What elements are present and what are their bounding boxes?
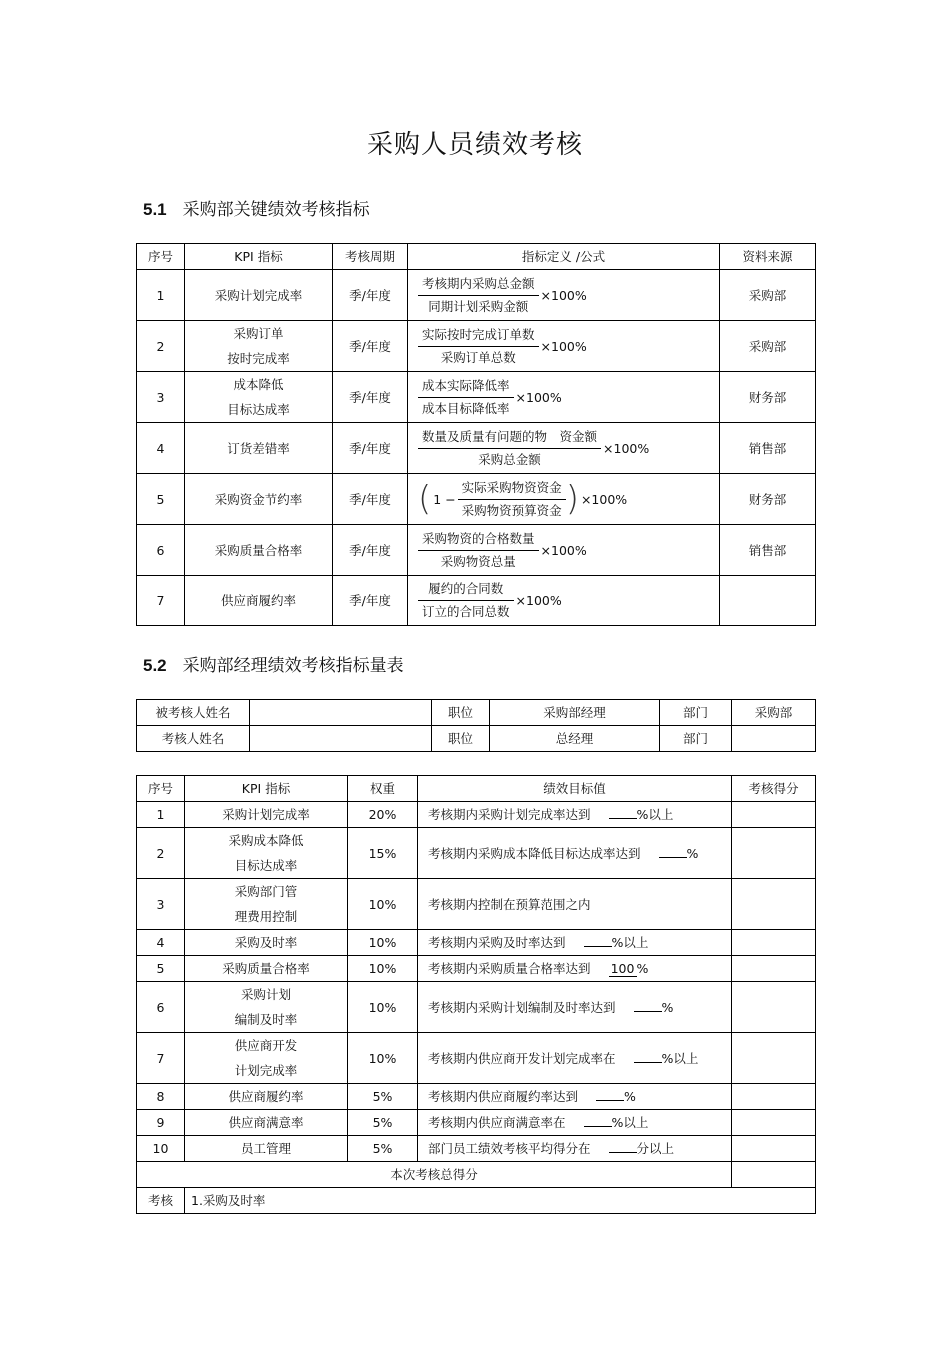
section-2-heading xyxy=(143,651,404,676)
formula xyxy=(408,525,720,576)
comment-label: 考核 xyxy=(137,1188,185,1214)
evaluator-name-value xyxy=(250,726,432,752)
target-text: 考核期内供应商满意率在 xyxy=(428,1115,566,1130)
data-source: 销售部 xyxy=(720,423,816,474)
paren-left: ( xyxy=(418,479,432,519)
kpi-name xyxy=(185,321,333,372)
kpi-row xyxy=(137,321,816,372)
header-cell: 指标定义 /公式 xyxy=(408,244,720,270)
formula xyxy=(408,576,720,626)
target-text: 考核期内控制在预算范围之内 xyxy=(428,896,591,912)
row-number: 3 xyxy=(137,372,185,423)
total-score-label: 本次考核总得分 xyxy=(137,1162,732,1188)
kpi-name-line: 采购部门管 xyxy=(234,884,298,899)
row-number: 3 xyxy=(137,879,185,930)
target-suffix: 分以上 xyxy=(636,1141,675,1156)
assessment-period: 季/年度 xyxy=(333,321,408,372)
fill-in-blank[interactable] xyxy=(659,857,687,858)
row-number: 7 xyxy=(137,1033,185,1084)
target-value xyxy=(418,1110,732,1136)
denominator: 采购总金额 xyxy=(478,451,541,467)
row-number: 5 xyxy=(137,474,185,525)
target-value xyxy=(418,982,732,1033)
score-row xyxy=(137,802,816,828)
numerator: 实际采购物资资金 xyxy=(458,479,566,500)
weight: 10% xyxy=(348,956,418,982)
multiplier: ×100% xyxy=(540,542,587,558)
formula xyxy=(408,474,720,525)
kpi-row xyxy=(137,525,816,576)
weight: 15% xyxy=(348,828,418,879)
info-row xyxy=(137,726,816,752)
denominator: 订立的合同总数 xyxy=(422,604,510,619)
row-number: 4 xyxy=(137,930,185,956)
score-row xyxy=(137,879,816,930)
target-value xyxy=(418,1136,732,1162)
score-row xyxy=(137,956,816,982)
data-source xyxy=(720,576,816,626)
data-source: 财务部 xyxy=(720,474,816,525)
kpi-name xyxy=(185,802,348,828)
kpi-row xyxy=(137,576,816,626)
manager-kpi-table xyxy=(136,775,816,1214)
evaluator-name-label: 考核人姓名 xyxy=(137,726,250,752)
header-cell: KPI 指标 xyxy=(185,244,333,270)
comment-text[interactable]: 1.采购及时率 xyxy=(185,1188,816,1214)
department-value: 采购部 xyxy=(732,700,816,726)
kpi-name-line: 采购计划 xyxy=(240,987,291,1002)
manager-kpi-table-header xyxy=(137,776,816,802)
row-number: 1 xyxy=(137,802,185,828)
row-number: 2 xyxy=(137,828,185,879)
denominator: 成本目标降低率 xyxy=(422,400,510,416)
kpi-name xyxy=(185,828,348,879)
fill-in-blank[interactable] xyxy=(584,1126,612,1127)
weight: 5% xyxy=(348,1136,418,1162)
evaluee-name-value xyxy=(250,700,432,726)
total-score-cell[interactable] xyxy=(732,1162,816,1188)
comment-row xyxy=(137,1188,816,1214)
weight: 10% xyxy=(348,930,418,956)
numerator: 数量及质量有问题的物 资金额 xyxy=(418,428,601,449)
fraction xyxy=(418,275,539,316)
score-cell[interactable] xyxy=(732,879,816,930)
target-suffix: %以上 xyxy=(661,1050,699,1066)
score-cell[interactable] xyxy=(732,930,816,956)
score-row xyxy=(137,1084,816,1110)
denominator: 同期计划采购金额 xyxy=(428,298,529,314)
target-text: 考核期内采购成本降低目标达成率达到 xyxy=(428,845,641,861)
score-row xyxy=(137,828,816,879)
kpi-name-line: 订货差错率 xyxy=(227,440,290,456)
section-1-heading xyxy=(143,195,370,220)
fill-in-blank[interactable] xyxy=(634,1011,662,1012)
fraction xyxy=(458,479,566,520)
denominator: 采购物资预算资金 xyxy=(461,502,562,518)
header-cell: 序号 xyxy=(137,244,185,270)
header-cell: 绩效目标值 xyxy=(418,776,732,802)
target-value xyxy=(418,1033,732,1084)
kpi-name-line: 供应商满意率 xyxy=(228,1115,304,1130)
row-number: 6 xyxy=(137,525,185,576)
formula xyxy=(408,270,720,321)
department-label: 部门 xyxy=(660,700,732,726)
denominator: 采购订单总数 xyxy=(440,349,516,365)
section-1-number: 5.1 xyxy=(143,200,167,219)
score-cell[interactable] xyxy=(732,802,816,828)
formula xyxy=(408,372,720,423)
kpi-name-line: 计划完成率 xyxy=(234,1063,298,1078)
score-cell[interactable] xyxy=(732,1084,816,1110)
kpi-row xyxy=(137,372,816,423)
formula xyxy=(408,321,720,372)
kpi-name-line: 员工管理 xyxy=(240,1141,291,1156)
row-number: 5 xyxy=(137,956,185,982)
target-value xyxy=(418,802,732,828)
kpi-row xyxy=(137,474,816,525)
data-source: 采购部 xyxy=(720,321,816,372)
target-suffix: % xyxy=(686,845,699,861)
data-source: 销售部 xyxy=(720,525,816,576)
numerator: 实际按时完成订单数 xyxy=(418,326,539,347)
row-number: 9 xyxy=(137,1110,185,1136)
kpi-name-line: 采购质量合格率 xyxy=(222,961,310,976)
kpi-name-line: 成本降低 xyxy=(233,377,284,392)
target-value xyxy=(418,956,732,982)
target-text: 考核期内采购计划完成率达到 xyxy=(428,807,591,822)
target-suffix: % xyxy=(661,999,674,1015)
assessment-period: 季/年度 xyxy=(333,474,408,525)
score-row xyxy=(137,930,816,956)
kpi-name-line: 理费用控制 xyxy=(234,909,298,924)
score-cell[interactable] xyxy=(732,956,816,982)
evaluee-info-table xyxy=(136,699,816,752)
kpi-name xyxy=(185,576,333,626)
fraction xyxy=(418,428,601,469)
score-cell[interactable] xyxy=(732,828,816,879)
header-cell: 序号 xyxy=(137,776,185,802)
kpi-name-line: 目标达成率 xyxy=(234,858,298,873)
kpi-table xyxy=(136,243,816,626)
paren-right: ) xyxy=(565,479,579,519)
assessment-period: 季/年度 xyxy=(333,423,408,474)
kpi-name-line: 采购质量合格率 xyxy=(214,542,303,558)
kpi-name-line: 目标达成率 xyxy=(227,402,290,417)
weight: 10% xyxy=(348,879,418,930)
assessment-period: 季/年度 xyxy=(333,525,408,576)
kpi-name-line: 供应商开发 xyxy=(234,1038,298,1053)
evaluee-name-label: 被考核人姓名 xyxy=(137,700,250,726)
score-cell[interactable] xyxy=(732,1033,816,1084)
section-1-title: 采购部关键绩效考核指标 xyxy=(182,200,370,220)
info-row xyxy=(137,700,816,726)
header-cell: 资料来源 xyxy=(720,244,816,270)
weight: 20% xyxy=(348,802,418,828)
fraction xyxy=(418,580,514,621)
target-value xyxy=(418,1084,732,1110)
target-value xyxy=(418,828,732,879)
score-row xyxy=(137,1136,816,1162)
multiplier: ×100% xyxy=(580,491,628,507)
kpi-name xyxy=(185,879,348,930)
target-suffix: % xyxy=(636,961,649,976)
weight: 5% xyxy=(348,1110,418,1136)
score-cell[interactable] xyxy=(732,982,816,1033)
kpi-name xyxy=(185,474,333,525)
kpi-name xyxy=(185,1136,348,1162)
kpi-name-line: 采购订单 xyxy=(233,326,284,341)
total-row xyxy=(137,1162,816,1188)
formula xyxy=(408,423,720,474)
multiplier: ×100% xyxy=(515,593,562,608)
fill-in-blank[interactable] xyxy=(596,1100,624,1101)
weight: 5% xyxy=(348,1084,418,1110)
kpi-table-header xyxy=(137,244,816,270)
formula-prefix: 1 − xyxy=(433,491,456,507)
target-value xyxy=(418,879,732,930)
assessment-period: 季/年度 xyxy=(333,270,408,321)
kpi-name-line: 采购成本降低 xyxy=(228,833,304,848)
kpi-name xyxy=(185,956,348,982)
data-source: 采购部 xyxy=(720,270,816,321)
kpi-name xyxy=(185,525,333,576)
kpi-name-line: 供应商履约率 xyxy=(220,593,296,608)
kpi-name xyxy=(185,423,333,474)
header-cell: 考核周期 xyxy=(333,244,408,270)
numerator: 考核期内采购总金额 xyxy=(418,275,539,296)
fraction xyxy=(418,530,539,571)
multiplier: ×100% xyxy=(603,440,650,456)
data-source: 财务部 xyxy=(720,372,816,423)
row-number: 7 xyxy=(137,576,185,626)
kpi-name-line: 按时完成率 xyxy=(227,351,290,366)
target-text: 考核期内采购及时率达到 xyxy=(428,935,566,950)
multiplier: ×100% xyxy=(540,287,587,303)
denominator: 采购物资总量 xyxy=(440,553,516,569)
kpi-name xyxy=(185,1084,348,1110)
score-cell[interactable] xyxy=(732,1136,816,1162)
assessment-period: 季/年度 xyxy=(333,576,408,626)
fraction xyxy=(418,377,514,418)
multiplier: ×100% xyxy=(515,389,562,405)
section-2-number: 5.2 xyxy=(143,656,167,675)
row-number: 2 xyxy=(137,321,185,372)
numerator: 履约的合同数 xyxy=(418,580,514,601)
fill-in-blank[interactable] xyxy=(609,818,637,819)
numerator: 采购物资的合格数量 xyxy=(418,530,539,551)
score-cell[interactable] xyxy=(732,1110,816,1136)
target-text: 部门员工绩效考核平均得分在 xyxy=(428,1141,591,1156)
row-number: 6 xyxy=(137,982,185,1033)
weight: 10% xyxy=(348,982,418,1033)
score-row xyxy=(137,1033,816,1084)
row-number: 10 xyxy=(137,1136,185,1162)
page-title: 采购人员绩效考核 xyxy=(366,130,583,160)
target-text: 考核期内供应商履约率达到 xyxy=(428,1089,579,1104)
header-cell: 权重 xyxy=(348,776,418,802)
kpi-row xyxy=(137,270,816,321)
kpi-name xyxy=(185,1033,348,1084)
kpi-name xyxy=(185,270,333,321)
target-text: 考核期内采购质量合格率达到 xyxy=(428,961,591,976)
kpi-name-line: 采购及时率 xyxy=(234,935,298,950)
position-value: 总经理 xyxy=(490,726,660,752)
target-suffix: %以上 xyxy=(611,1115,649,1130)
fill-in-blank[interactable]: 100 xyxy=(609,962,637,977)
department-label: 部门 xyxy=(660,726,732,752)
position-label: 职位 xyxy=(432,700,490,726)
kpi-name xyxy=(185,1110,348,1136)
kpi-name xyxy=(185,930,348,956)
target-text: 考核期内供应商开发计划完成率在 xyxy=(428,1050,616,1066)
score-row xyxy=(137,982,816,1033)
target-text: 考核期内采购计划编制及时率达到 xyxy=(428,999,616,1015)
kpi-name-line: 采购资金节约率 xyxy=(214,491,303,507)
header-cell: KPI 指标 xyxy=(185,776,348,802)
multiplier: ×100% xyxy=(540,338,587,354)
fill-in-blank[interactable] xyxy=(609,1152,637,1153)
numerator: 成本实际降低率 xyxy=(418,377,514,398)
score-row xyxy=(137,1110,816,1136)
department-value xyxy=(732,726,816,752)
row-number: 1 xyxy=(137,270,185,321)
target-suffix: % xyxy=(624,1089,636,1104)
kpi-name xyxy=(185,372,333,423)
target-suffix: %以上 xyxy=(611,935,649,950)
row-number: 4 xyxy=(137,423,185,474)
kpi-name-line: 供应商履约率 xyxy=(228,1089,304,1104)
target-suffix: %以上 xyxy=(636,807,674,822)
kpi-name-line: 采购计划完成率 xyxy=(214,287,303,303)
fill-in-blank[interactable] xyxy=(634,1062,662,1063)
kpi-row xyxy=(137,423,816,474)
position-value: 采购部经理 xyxy=(490,700,660,726)
header-cell: 考核得分 xyxy=(732,776,816,802)
kpi-name xyxy=(185,982,348,1033)
target-value xyxy=(418,930,732,956)
row-number: 8 xyxy=(137,1084,185,1110)
kpi-name-line: 编制及时率 xyxy=(234,1012,298,1027)
fill-in-blank[interactable] xyxy=(584,946,612,947)
section-2-title: 采购部经理绩效考核指标量表 xyxy=(182,656,404,676)
assessment-period: 季/年度 xyxy=(333,372,408,423)
position-label: 职位 xyxy=(432,726,490,752)
kpi-name-line: 采购计划完成率 xyxy=(222,807,310,822)
fraction xyxy=(418,326,539,367)
weight: 10% xyxy=(348,1033,418,1084)
